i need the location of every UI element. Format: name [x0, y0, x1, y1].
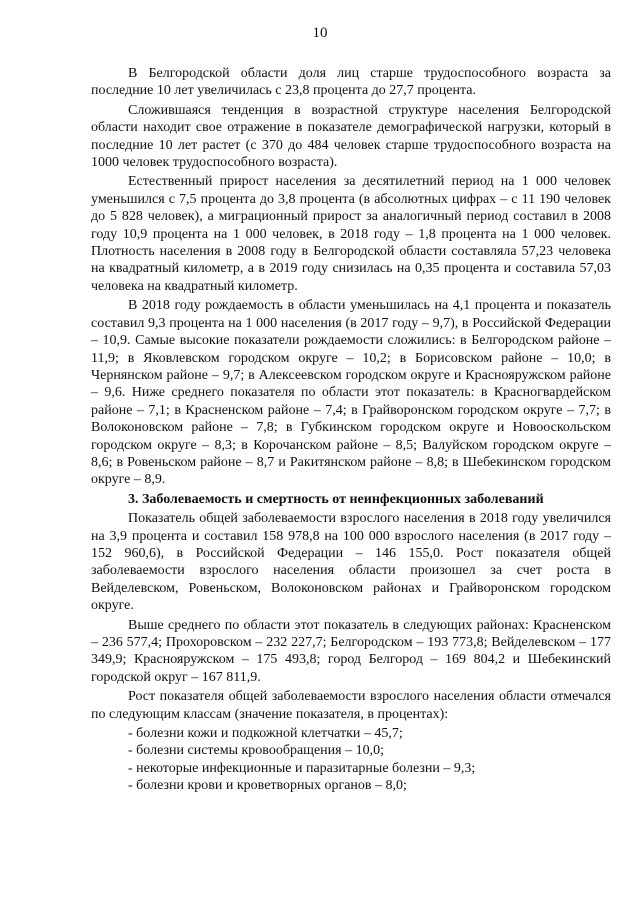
paragraph-morbidity-total: Показатель общей заболеваемости взрослого населения в 2018 году увеличился на 3,9 процента и составил 158 978,8 на 100 000 взрослого населения (в 2017 году – 152 960,6), в Российской Федерации – 146 155,0. Рост показателя общей заболеваемости взрослого населения области произошел за счет роста в Вейделевском, Ровеньском, Волоконовском районах и Грайворонском городском округе. [91, 511, 611, 614]
paragraph-natural-growth: Естественный прирост населения за десятилетний период на 1 000 человек уменьшился с 7,5 процента до 3,8 процента (в абсолютных цифрах – с 11 190 человек до 5 828 человек), а миграционный прирост за аналогичный период составил в 2008 году 10,9 процента на 1 000 человек, в 2018 году – 1,8 процента на 1 000 человек. Плотность населения в 2008 году в Белгородской области составляла 57,23 человека на квадратный километр, а в 2019 году снизилась на 0,35 процента и составила 57,03 человека на квадратный километр. [91, 174, 611, 294]
morbidity-class-list [91, 725, 611, 795]
paragraph-demographic-load: Сложившаяся тенденция в возрастной структуре населения Белгородской области находит свое отражение в показателе демографической нагрузки, который в последние 10 лет растет (с 370 до 484 человек старше трудоспособного возраста на 1000 человек трудоспособного возраста). [91, 102, 611, 171]
list-item: - болезни системы кровообращения – 10,0; [128, 743, 384, 759]
page-number: 10 [312, 25, 328, 41]
paragraph-morbidity-classes: Рост показателя общей заболеваемости взрослого населения области отмечался по следующим классам (значение показателя, в процентах): [91, 689, 611, 722]
list-item: - некоторые инфекционные и паразитарные болезни – 9,3; [128, 760, 476, 776]
paragraph-elderly-share: В Белгородской области доля лиц старше трудоспособного возраста за последние 10 лет увеличилась с 23,8 процента до 27,7 процента. [91, 66, 611, 99]
list-item: - болезни крови и кроветворных органов – 8,0; [128, 778, 407, 794]
paragraph-morbidity-districts: Выше среднего по области этот показатель в следующих районах: Красненском – 236 577,4; Прохоровском – 232 227,7; Белгородском – 193 773,8; Вейделевском – 177 349,9; Краснояружском – 175 493,8; город Белгород – 169 804,2 и Шебекинский городской округ – 167 811,9. [91, 617, 611, 685]
document-body [91, 65, 611, 795]
section-heading: 3. Заболеваемость и смертность от неинфекционных заболеваний [128, 491, 544, 507]
paragraph-birth-rate: В 2018 году рождаемость в области уменьшилась на 4,1 процента и показатель составил 9,3 процента на 1 000 населения (в 2017 году – 9,7), в Российской Федерации – 10,9. Самые высокие показатели рождаемости сложились: в Белгородском районе – 11,9; в Яковлевском городском округе – 10,2; в Борисовском районе – 10,0; в Чернянском районе – 9,7; в Алексеевском городском округе и Краснояружском районе – 9,6. Ниже среднего показателя по области этот показатель: в Красногвардейском районе – 7,1; в Красненском районе – 7,4; в Грайворонском городском округе – 7,7; в Волоконовском районе – 7,8; в Губкинском городском округе и Новооскольском городском округе – 8,3; в Корочанском районе – 8,5; Валуйском городском округе – 8,6; в Ровеньском районе – 8,7 и Ракитянском районе – 8,8; в Шебекинском городском округе – 8,9. [91, 298, 611, 488]
list-item: - болезни кожи и подкожной клетчатки – 45,7; [128, 726, 403, 742]
